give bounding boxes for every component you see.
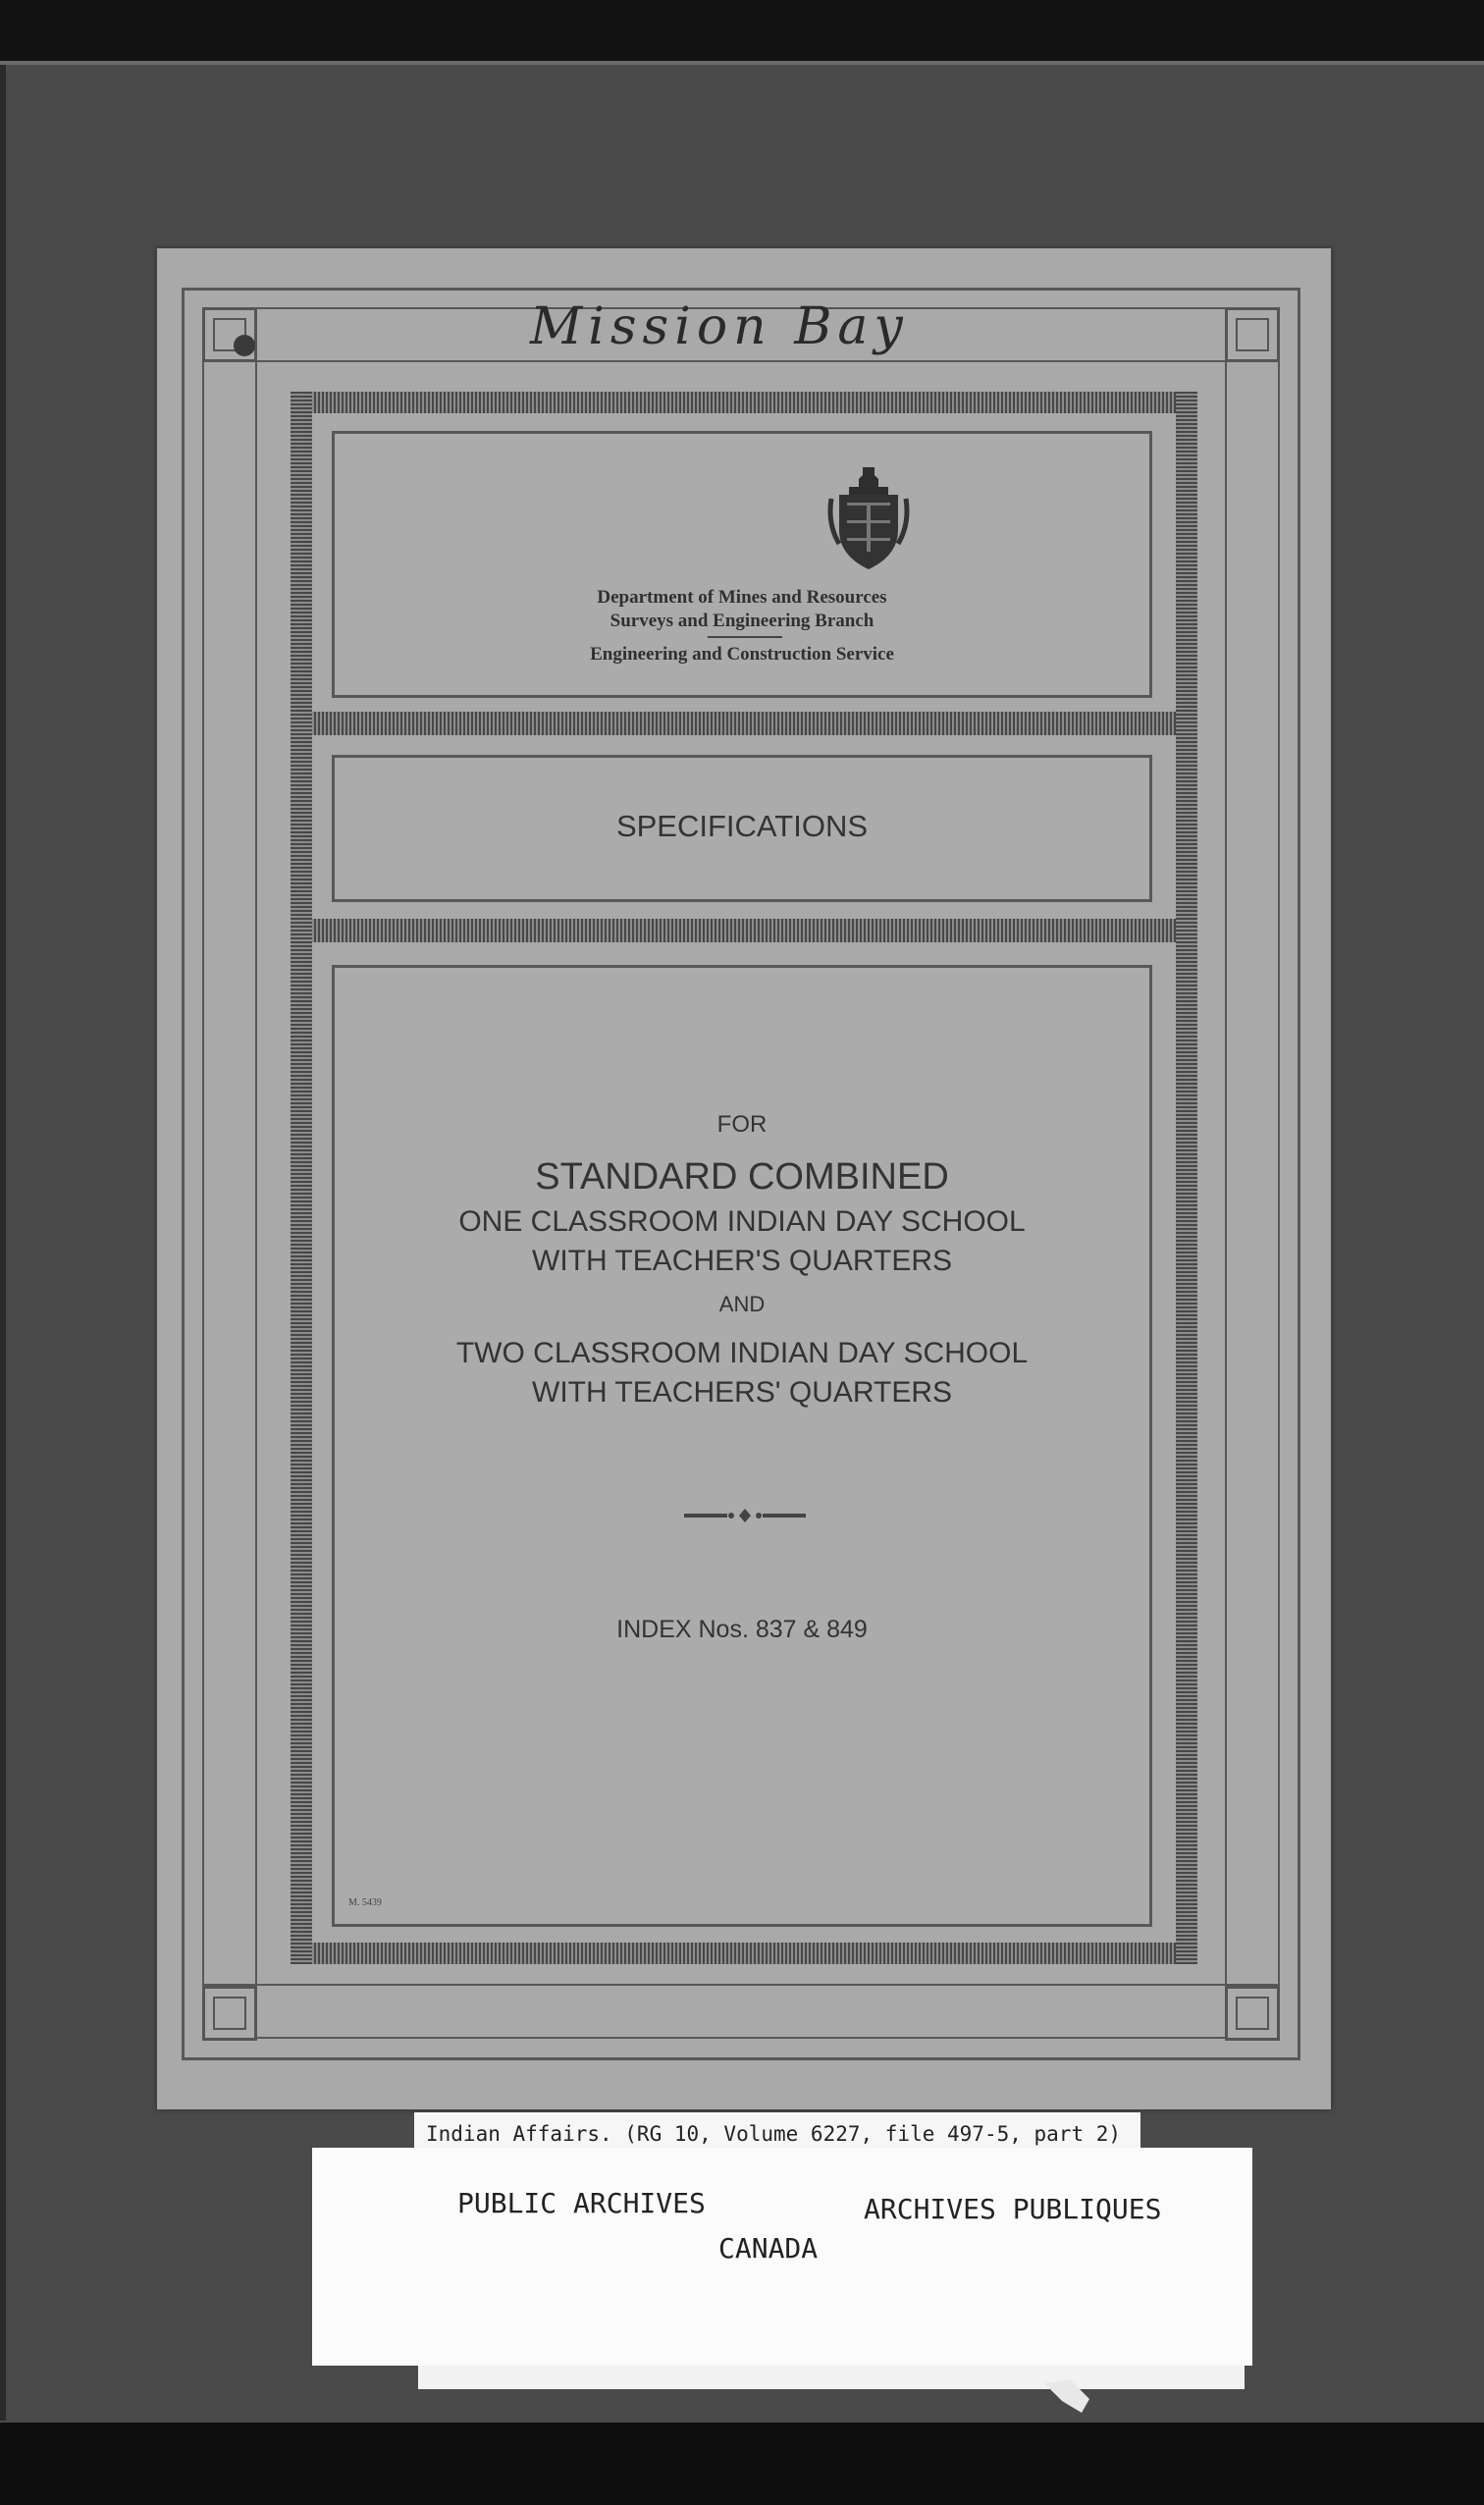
film-top-border: [0, 0, 1484, 61]
subtitle-line-1: ONE CLASSROOM INDIAN DAY SCHOOL: [458, 1205, 1026, 1238]
frame-post-right: [1225, 307, 1280, 2041]
index-numbers: INDEX Nos. 837 & 849: [616, 1616, 868, 1643]
and-label: AND: [718, 1292, 766, 1316]
archive-label-country: CANADA: [718, 2232, 819, 2265]
handwritten-title: Mission Bay: [530, 297, 909, 356]
archive-label-french: ARCHIVES PUBLIQUES: [864, 2193, 1162, 2225]
hatch-band-left: [291, 392, 312, 1964]
service-name: Engineering and Construction Service: [590, 644, 894, 665]
coat-of-arms-icon: [825, 465, 912, 575]
document-cover: [157, 248, 1331, 2109]
film-artifact-mark: [1042, 2379, 1091, 2415]
binding-pin: [234, 335, 255, 356]
specifications-heading: SPECIFICATIONS: [615, 809, 869, 843]
main-title: STANDARD COMBINED: [535, 1156, 949, 1198]
frame-post-left: [202, 307, 257, 2041]
print-number: M. 5439: [348, 1897, 382, 1908]
subtitle-line-4: WITH TEACHERS' QUARTERS: [532, 1376, 952, 1409]
specifications-panel: [332, 755, 1152, 902]
for-label: FOR: [716, 1111, 768, 1138]
subtitle-line-3: TWO CLASSROOM INDIAN DAY SCHOOL: [455, 1337, 1029, 1369]
corner-square-bottom-right: [1225, 1986, 1280, 2041]
hatch-band-right: [1176, 392, 1197, 1964]
ornament-divider-icon: [684, 1506, 806, 1525]
archive-label-english: PUBLIC ARCHIVES: [457, 2187, 706, 2219]
archive-reference-label: Indian Affairs. (RG 10, Volume 6227, file 497-5, part 2): [414, 2112, 1140, 2156]
film-left-edge: [0, 65, 6, 2421]
film-edge-line: [0, 61, 1484, 65]
subtitle-line-2: WITH TEACHER'S QUARTERS: [532, 1245, 952, 1277]
department-name: Department of Mines and Resources: [597, 587, 887, 608]
frame-band-bottom: [202, 1984, 1280, 2039]
film-bottom-border: [0, 2423, 1484, 2505]
corner-square-top-right: [1225, 307, 1280, 362]
hatch-band-bottom: [291, 1943, 1197, 1964]
branch-name: Surveys and Engineering Branch: [610, 611, 874, 631]
hatch-band-middle-2: [291, 919, 1197, 942]
divider-rule: [708, 636, 782, 638]
hatch-band-top: [291, 392, 1197, 413]
corner-square-bottom-left: [202, 1986, 257, 2041]
hatch-band-middle-1: [291, 712, 1197, 735]
department-panel: [332, 431, 1152, 698]
archive-card: [312, 2148, 1252, 2366]
archive-card-stub: [418, 2366, 1245, 2389]
title-panel: [332, 965, 1152, 1927]
